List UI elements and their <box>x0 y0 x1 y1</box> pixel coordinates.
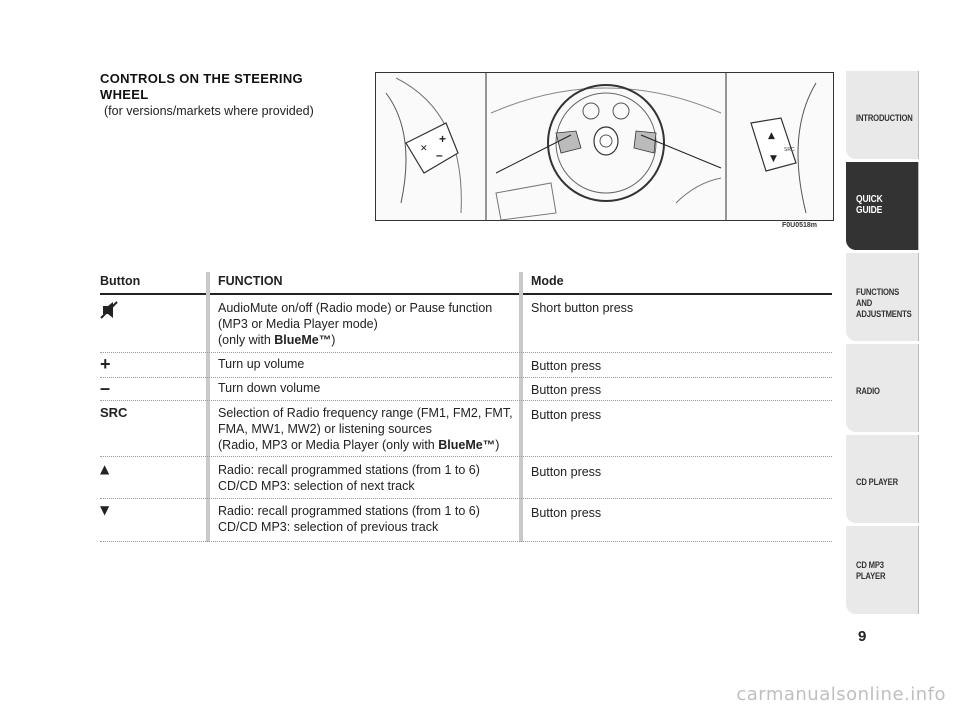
row-button-cell: ▼ <box>100 503 110 517</box>
row-button-cell: + <box>100 354 111 374</box>
row-function-cell <box>218 300 518 348</box>
row-button-cell <box>100 300 200 323</box>
function-line: FMA, MW1, MW2) or listening sources <box>218 422 432 436</box>
svg-text:+: + <box>439 132 447 146</box>
tab-introduction[interactable] <box>846 71 919 159</box>
tab-label: CD PLAYER <box>856 477 898 487</box>
tab-cd-mp3-player[interactable] <box>846 526 919 614</box>
svg-text:–: – <box>436 148 443 162</box>
tab-label: QUICK GUIDE <box>856 194 883 216</box>
row-separator <box>100 541 832 542</box>
function-line: CD/CD MP3: selection of next track <box>218 479 415 493</box>
row-button-cell: – <box>100 378 111 398</box>
heading-subtitle: (for versions/markets where provided) <box>104 104 314 118</box>
section-heading <box>100 71 360 119</box>
function-text: (only with <box>218 333 275 347</box>
function-line: CD/CD MP3: selection of previous track <box>218 520 439 534</box>
row-button-cell: ▲ <box>100 462 110 476</box>
row-mode-cell: Short button press <box>531 301 634 315</box>
function-line: AudioMute on/off (Radio mode) or Pause function <box>218 301 493 315</box>
watermark: carmanualsonline.info <box>736 684 946 705</box>
svg-text:✕: ✕ <box>420 144 428 154</box>
steering-wheel-illustration <box>375 72 834 221</box>
figure-code: F0U0518m <box>782 222 818 229</box>
function-text: ) <box>495 438 500 452</box>
column-header-function: FUNCTION <box>218 274 283 288</box>
row-separator <box>100 377 832 378</box>
column-header-button: Button <box>100 274 141 288</box>
row-mode-cell: Button press <box>531 359 602 373</box>
blueme-label: BlueMe™ <box>438 438 496 452</box>
function-line <box>218 437 518 453</box>
tab-label: RADIO <box>856 386 880 396</box>
heading-title-line1: CONTROLS ON THE STEERING <box>100 71 303 86</box>
svg-text:▼: ▼ <box>770 154 777 164</box>
row-separator <box>100 456 832 457</box>
row-function-cell: Turn up volume <box>218 357 305 371</box>
column-divider-1 <box>206 272 210 542</box>
mute-icon <box>100 300 118 320</box>
row-function-cell <box>218 462 518 494</box>
row-function-cell <box>218 405 518 453</box>
row-separator <box>100 400 832 401</box>
tab-functions-and-adjustments[interactable] <box>846 253 919 341</box>
heading-title-line2: WHEEL <box>100 87 149 102</box>
row-separator <box>100 498 832 499</box>
row-function-cell: Turn down volume <box>218 381 321 395</box>
page-number: 9 <box>858 628 867 645</box>
row-mode-cell: Button press <box>531 465 602 479</box>
row-button-cell: SRC <box>100 405 128 420</box>
row-mode-cell: Button press <box>531 408 602 422</box>
tab-quick-guide[interactable] <box>846 162 919 250</box>
left-control-pad-drawing <box>406 123 458 173</box>
blueme-label: BlueMe™ <box>274 333 332 347</box>
steering-wheel-drawing <box>376 73 833 220</box>
function-text: (Radio, MP3 or Media Player (only with <box>218 438 439 452</box>
function-line <box>218 332 518 348</box>
tab-label: FUNCTIONS AND ADJUSTMENTS <box>856 287 912 319</box>
row-mode-cell: Button press <box>531 383 602 397</box>
function-text: ) <box>331 333 336 347</box>
tab-label: INTRODUCTION <box>856 113 913 123</box>
column-header-mode: Mode <box>531 274 564 288</box>
svg-text:▲: ▲ <box>768 131 775 141</box>
row-mode-cell: Button press <box>531 506 602 520</box>
function-line: Selection of Radio frequency range (FM1, FM2, FMT, <box>218 406 513 420</box>
function-line: (MP3 or Media Player mode) <box>218 317 378 331</box>
function-line: Radio: recall programmed stations (from 1 to 6) <box>218 463 480 477</box>
row-function-cell <box>218 503 518 535</box>
function-line: Radio: recall programmed stations (from 1 to 6) <box>218 504 480 518</box>
svg-text:SRC: SRC <box>784 147 795 153</box>
tab-radio[interactable] <box>846 344 919 432</box>
row-separator <box>100 352 832 353</box>
tab-label: CD MP3 PLAYER <box>856 560 886 581</box>
tab-cd-player[interactable] <box>846 435 919 523</box>
column-divider-2 <box>519 272 523 542</box>
